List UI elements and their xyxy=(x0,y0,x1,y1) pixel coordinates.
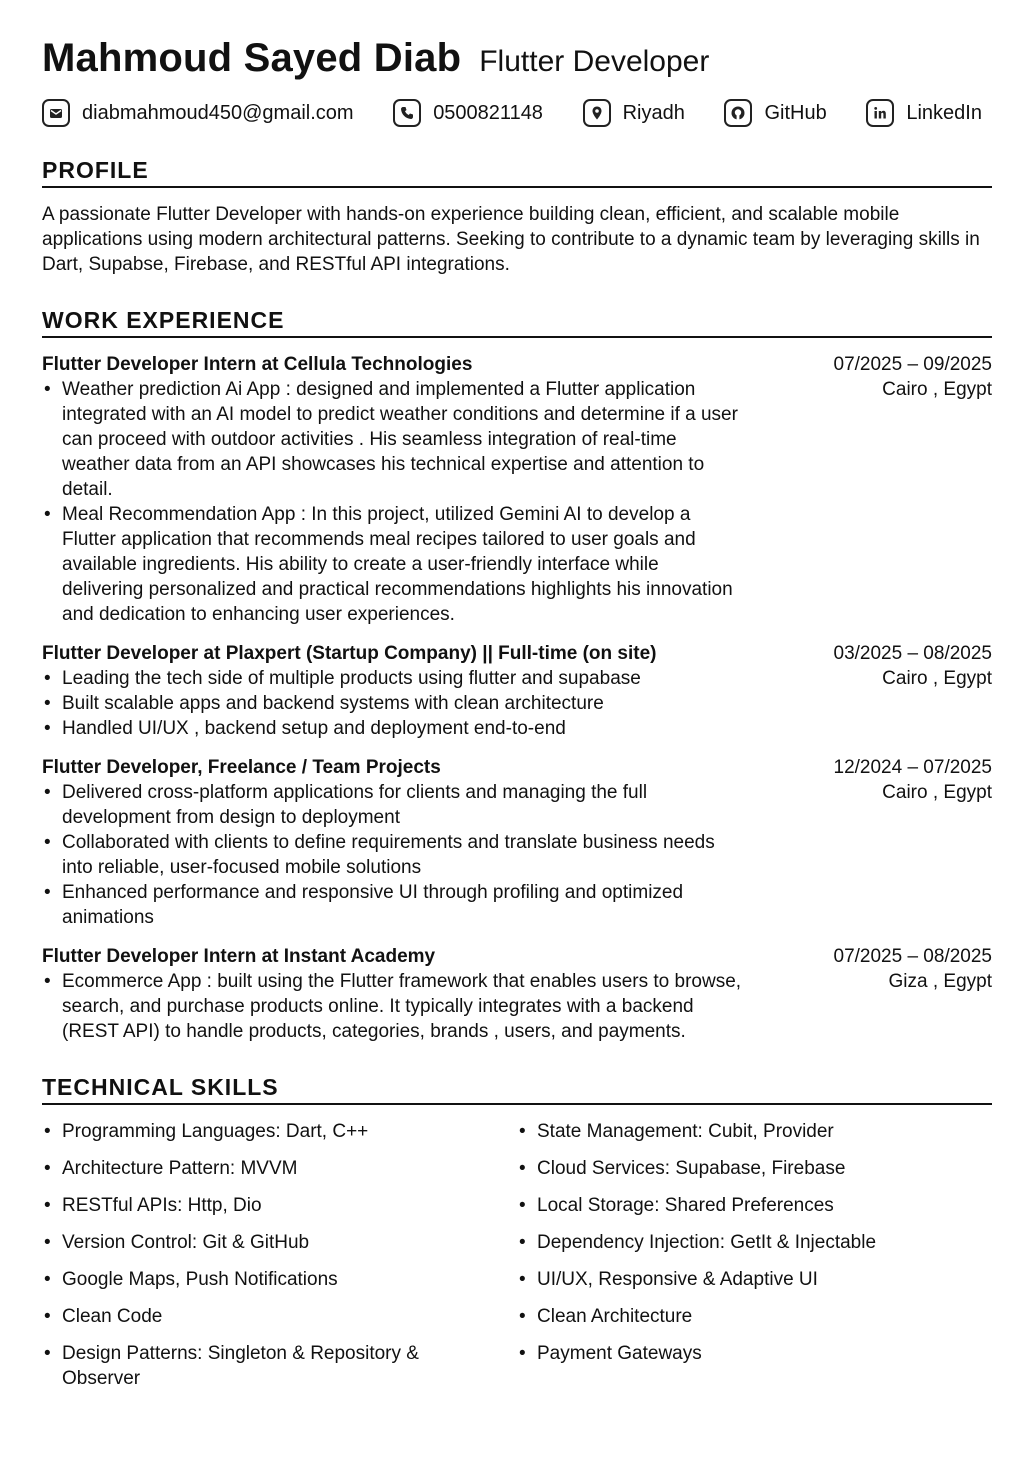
contact-email-label: diabmahmoud450@gmail.com xyxy=(82,101,354,124)
job-title: Flutter Developer, Freelance / Team Projects xyxy=(42,757,441,778)
job-title: Flutter Developer at Plaxpert (Startup Company) || Full-time (on site) xyxy=(42,643,657,664)
job-location: Cairo , Egypt xyxy=(882,668,992,689)
phone-icon xyxy=(393,99,421,127)
job-bullets xyxy=(42,666,762,741)
skill-item: • UI/UX, Responsive & Adaptive UI xyxy=(517,1267,992,1292)
linkedin-icon xyxy=(866,99,894,127)
experience-section xyxy=(42,307,992,1044)
skill-item: • Cloud Services: Supabase, Firebase xyxy=(517,1156,992,1181)
job-dates: 12/2024 – 07/2025 xyxy=(833,757,992,778)
skill-item: • Version Control: Git & GitHub xyxy=(42,1230,517,1255)
job-dates: 03/2025 – 08/2025 xyxy=(833,643,992,664)
email-icon xyxy=(42,99,70,127)
job-location: Giza , Egypt xyxy=(888,971,992,992)
job-entry xyxy=(42,641,992,741)
skill-item: • Local Storage: Shared Preferences xyxy=(517,1193,992,1218)
job-bullet: • Meal Recommendation App : In this project, utilized Gemini AI to develop a Flutter application that recommends meal recipes tailored to user goals and available ingredients. His ability to create a user-friendly interface while delivering personalized and practical recommendations highlights his innovation and dedication to enhancing user experiences. xyxy=(42,502,742,627)
job-dates: 07/2025 – 08/2025 xyxy=(833,946,992,967)
github-icon xyxy=(724,99,752,127)
contact-phone-label: 0500821148 xyxy=(433,101,543,124)
job-bullet: • Delivered cross-platform applications for clients and managing the full development from design to deployment xyxy=(42,780,742,830)
skill-item: • Clean Architecture xyxy=(517,1304,992,1329)
skills-right-column xyxy=(517,1119,992,1403)
skill-item: • Dependency Injection: GetIt & Injectable xyxy=(517,1230,992,1255)
skill-item: • Design Patterns: Singleton & Repository & Observer xyxy=(42,1341,462,1391)
contact-github[interactable] xyxy=(724,99,826,127)
contact-location[interactable] xyxy=(583,99,685,127)
candidate-name: Mahmoud Sayed Diab xyxy=(42,36,462,80)
contact-linkedin-label: LinkedIn xyxy=(906,101,982,124)
skills-heading: TECHNICAL SKILLS xyxy=(42,1074,992,1105)
job-bullet: • Collaborated with clients to define requirements and translate business needs into reliable, user-focused mobile solutions xyxy=(42,830,742,880)
candidate-role: Flutter Developer xyxy=(479,45,710,78)
profile-summary: A passionate Flutter Developer with hands-on experience building clean, efficient, and scalable mobile applications using modern architectural patterns. Seeking to contribute to a dynamic team by leveraging skills in Dart, Supabse, Firebase, and RESTful API integrations. xyxy=(42,204,980,275)
job-title: Flutter Developer Intern at Cellula Technologies xyxy=(42,354,473,375)
job-bullet: • Handled UI/UX , backend setup and deployment end-to-end xyxy=(42,716,762,741)
skill-item: • Architecture Pattern: MVVM xyxy=(42,1156,517,1181)
skill-item: • Clean Code xyxy=(42,1304,517,1329)
resume-page xyxy=(42,0,992,1403)
contact-linkedin[interactable] xyxy=(866,99,982,127)
skills-section xyxy=(42,1074,992,1403)
skills-left-column xyxy=(42,1119,517,1403)
job-bullet: • Enhanced performance and responsive UI through profiling and optimized animations xyxy=(42,880,742,930)
location-icon xyxy=(583,99,611,127)
contact-location-label: Riyadh xyxy=(622,101,685,124)
job-bullets xyxy=(42,377,742,627)
job-title: Flutter Developer Intern at Instant Academy xyxy=(42,946,436,967)
job-entry xyxy=(42,755,992,930)
job-entry xyxy=(42,944,992,1044)
skills-grid xyxy=(42,1119,992,1403)
job-entry xyxy=(42,352,992,627)
job-bullet: • Built scalable apps and backend systems with clean architecture xyxy=(42,691,762,716)
skill-item: • State Management: Cubit, Provider xyxy=(517,1119,992,1144)
profile-heading: PROFILE xyxy=(42,157,992,188)
contact-phone[interactable] xyxy=(393,99,543,127)
resume-header xyxy=(42,36,992,81)
job-location: Cairo , Egypt xyxy=(882,782,992,803)
job-bullet: • Leading the tech side of multiple products using flutter and supabase xyxy=(42,666,762,691)
job-dates: 07/2025 – 09/2025 xyxy=(833,354,992,375)
job-bullets xyxy=(42,969,742,1044)
contact-github-label: GitHub xyxy=(764,101,827,124)
contact-email[interactable] xyxy=(42,99,354,127)
job-location: Cairo , Egypt xyxy=(882,379,992,400)
profile-section xyxy=(42,157,992,277)
skill-item: • RESTful APIs: Http, Dio xyxy=(42,1193,517,1218)
skill-item: • Payment Gateways xyxy=(517,1341,992,1366)
job-bullet: • Ecommerce App : built using the Flutter framework that enables users to browse, search, and purchase products online. It typically integrates with a backend (REST API) to handle products, categories, brands , users, and payments. xyxy=(42,969,742,1044)
contact-bar xyxy=(42,99,982,127)
job-bullets xyxy=(42,780,742,930)
job-bullet: • Weather prediction Ai App : designed and implemented a Flutter application integrated with an AI model to predict weather conditions and determine if a user can proceed with outdoor activities . His seamless integration of real-time weather data from an API showcases his technical expertise and attention to detail. xyxy=(42,377,742,502)
skill-item: • Google Maps, Push Notifications xyxy=(42,1267,517,1292)
experience-heading: WORK EXPERIENCE xyxy=(42,307,992,338)
skill-item: • Programming Languages: Dart, C++ xyxy=(42,1119,517,1144)
